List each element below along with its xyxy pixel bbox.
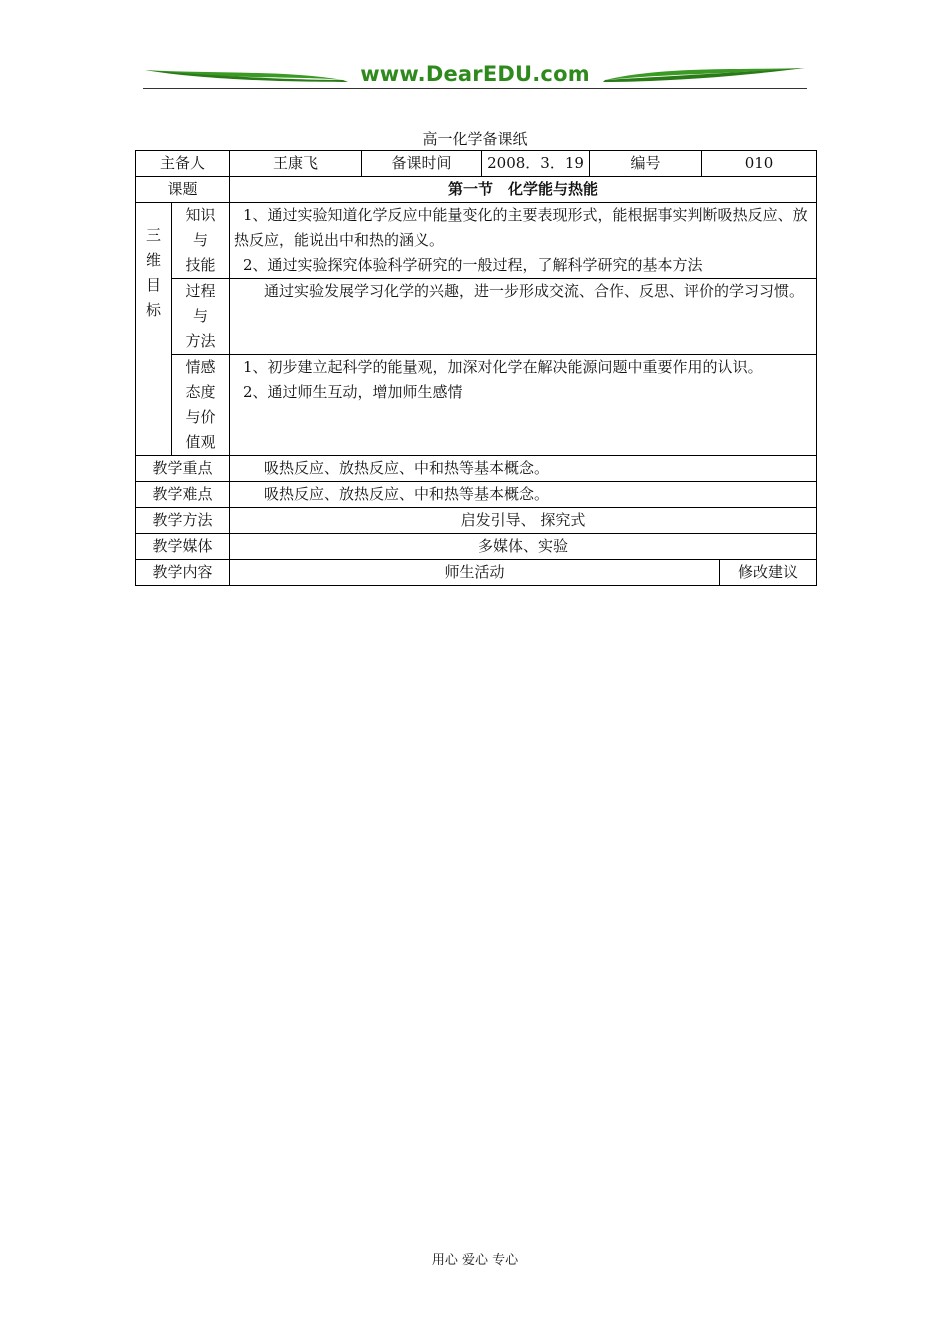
site-logo: www.DearEDU.com: [360, 62, 590, 86]
key-points-label: 教学重点: [136, 456, 230, 482]
methods-value: 启发引导、 探究式: [230, 508, 817, 534]
goal-label-char: 标: [145, 301, 161, 319]
table-row-header: [136, 151, 817, 177]
prep-time-value: 2008．3．19: [482, 151, 590, 177]
table-row-difficulties: [136, 482, 817, 508]
prep-time-label: 备课时间: [362, 151, 482, 177]
table-row-methods: [136, 508, 817, 534]
teacher-student-activity-header: 师生活动: [230, 560, 720, 586]
label-line: 态度: [185, 383, 216, 401]
table-row-process: [136, 279, 817, 355]
table-row-content: [136, 560, 817, 586]
media-label: 教学媒体: [136, 534, 230, 560]
label-line: 知识: [185, 206, 216, 224]
table-row-key-points: [136, 456, 817, 482]
revision-suggestion-header: 修改建议: [720, 560, 817, 586]
goal-paragraph: 1、通过实验知道化学反应中能量变化的主要表现形式，能根据事实判断吸热反应、放热反应，能说出中和热的涵义。: [234, 206, 808, 249]
label-line: 过程: [185, 282, 216, 300]
number-label: 编号: [590, 151, 702, 177]
goal-label-char: 维: [145, 251, 161, 269]
knowledge-skill-text: [230, 203, 817, 279]
preparer-value: 王康飞: [230, 151, 362, 177]
emotion-values-label: [172, 355, 230, 456]
topic-label: 课题: [136, 177, 230, 203]
table-row-topic: [136, 177, 817, 203]
label-line: 方法: [185, 332, 216, 350]
page-footer: 用心 爱心 专心: [431, 1253, 519, 1268]
label-line: 情感: [185, 358, 216, 376]
goal-label-char: 目: [145, 276, 161, 294]
lesson-plan-table: [135, 150, 817, 586]
content-label: 教学内容: [136, 560, 230, 586]
label-line: 值观: [185, 433, 216, 451]
process-method-text: [230, 279, 817, 355]
goal-paragraph: 2、通过实验探究体验科学研究的一般过程，了解科学研究的基本方法: [243, 256, 703, 274]
header-divider: [143, 88, 807, 89]
label-line: 与价: [185, 408, 216, 426]
process-method-label: [172, 279, 230, 355]
document-title: 高一化学备课纸: [422, 130, 528, 148]
topic-value: 第一节 化学能与热能: [230, 177, 817, 203]
number-value: 010: [702, 151, 817, 177]
goal-paragraph: 2、通过师生互动，增加师生感情: [243, 383, 463, 401]
key-points-value: 吸热反应、放热反应、中和热等基本概念。: [230, 456, 817, 482]
goal-paragraph: 1、初步建立起科学的能量观，加深对化学在解决能源问题中重要作用的认识。: [243, 358, 763, 376]
label-line: 与: [193, 231, 209, 249]
knowledge-skill-label: [172, 203, 230, 279]
three-dim-goals-label: [136, 203, 172, 456]
difficulties-value: 吸热反应、放热反应、中和热等基本概念。: [230, 482, 817, 508]
emotion-values-text: [230, 355, 817, 456]
media-value: 多媒体、实验: [230, 534, 817, 560]
table-row-knowledge: [136, 203, 817, 279]
table-row-emotion: [136, 355, 817, 456]
goal-label-char: 三: [145, 226, 161, 244]
methods-label: 教学方法: [136, 508, 230, 534]
label-line: 技能: [185, 256, 216, 274]
goal-paragraph: 通过实验发展学习化学的兴趣，进一步形成交流、合作、反思、评价的学习习惯。: [264, 282, 805, 300]
difficulties-label: 教学难点: [136, 482, 230, 508]
label-line: 与: [193, 307, 209, 325]
table-row-media: [136, 534, 817, 560]
preparer-label: 主备人: [136, 151, 230, 177]
